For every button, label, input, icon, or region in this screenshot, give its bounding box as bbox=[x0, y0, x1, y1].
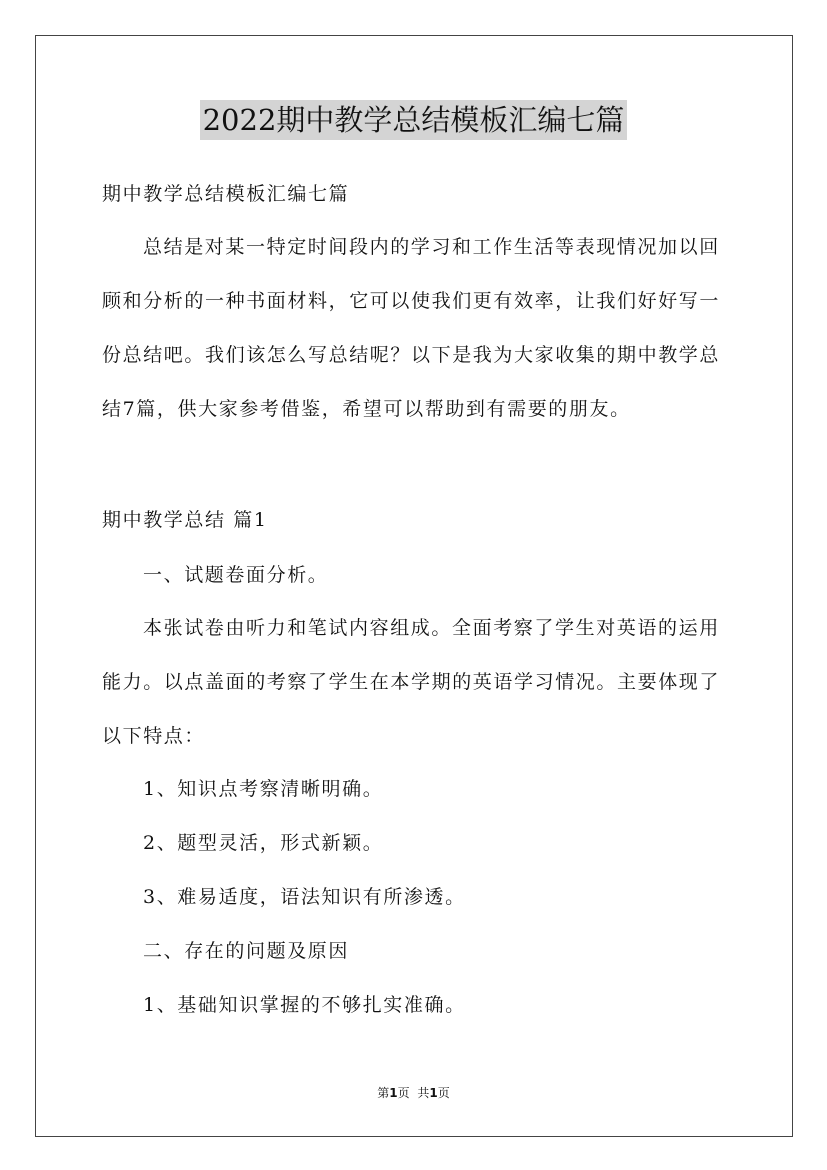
title-wrap bbox=[0, 100, 827, 140]
document-subtitle: 期中教学总结模板汇编七篇 bbox=[102, 183, 350, 205]
intro-line-1: 总结是对某一特定时间段内的学习和工作生活等表现情况加以回 bbox=[143, 236, 720, 258]
intro-line-3: 份总结吧。我们该怎么写总结呢？以下是我为大家收集的期中教学总 bbox=[102, 344, 721, 366]
document-title: 2022期中教学总结模板汇编七篇 bbox=[200, 100, 628, 140]
analysis-line-3: 以下特点： bbox=[102, 725, 206, 747]
problem-item-1: 1、基础知识掌握的不够扎实准确。 bbox=[143, 994, 466, 1016]
footer-page-current: 1 bbox=[389, 1086, 398, 1100]
section-heading: 期中教学总结 篇1 bbox=[102, 509, 268, 531]
page-footer bbox=[0, 1085, 827, 1101]
section-one-heading: 一、试题卷面分析。 bbox=[143, 564, 329, 586]
intro-line-4: 结7篇，供大家参考借鉴，希望可以帮助到有需要的朋友。 bbox=[102, 398, 631, 420]
footer-page-prefix: 第 bbox=[377, 1086, 390, 1100]
analysis-line-2: 能力。以点盖面的考察了学生在本学期的英语学习情况。主要体现了 bbox=[102, 671, 721, 693]
feature-item-2: 2、题型灵活，形式新颖。 bbox=[143, 832, 384, 854]
feature-item-3: 3、难易适度，语法知识有所渗透。 bbox=[143, 886, 466, 908]
intro-line-2: 顾和分析的一种书面材料，它可以使我们更有效率，让我们好好写一 bbox=[102, 290, 721, 312]
footer-total-suffix: 页 bbox=[437, 1086, 450, 1100]
section-two-heading: 二、存在的问题及原因 bbox=[143, 940, 350, 962]
analysis-line-1: 本张试卷由听力和笔试内容组成。全面考察了学生对英语的运用 bbox=[143, 617, 720, 639]
footer-page-total: 1 bbox=[429, 1086, 438, 1100]
footer-total-prefix: 共 bbox=[417, 1086, 430, 1100]
footer-page-suffix: 页 bbox=[397, 1086, 410, 1100]
feature-item-1: 1、知识点考察清晰明确。 bbox=[143, 778, 384, 800]
